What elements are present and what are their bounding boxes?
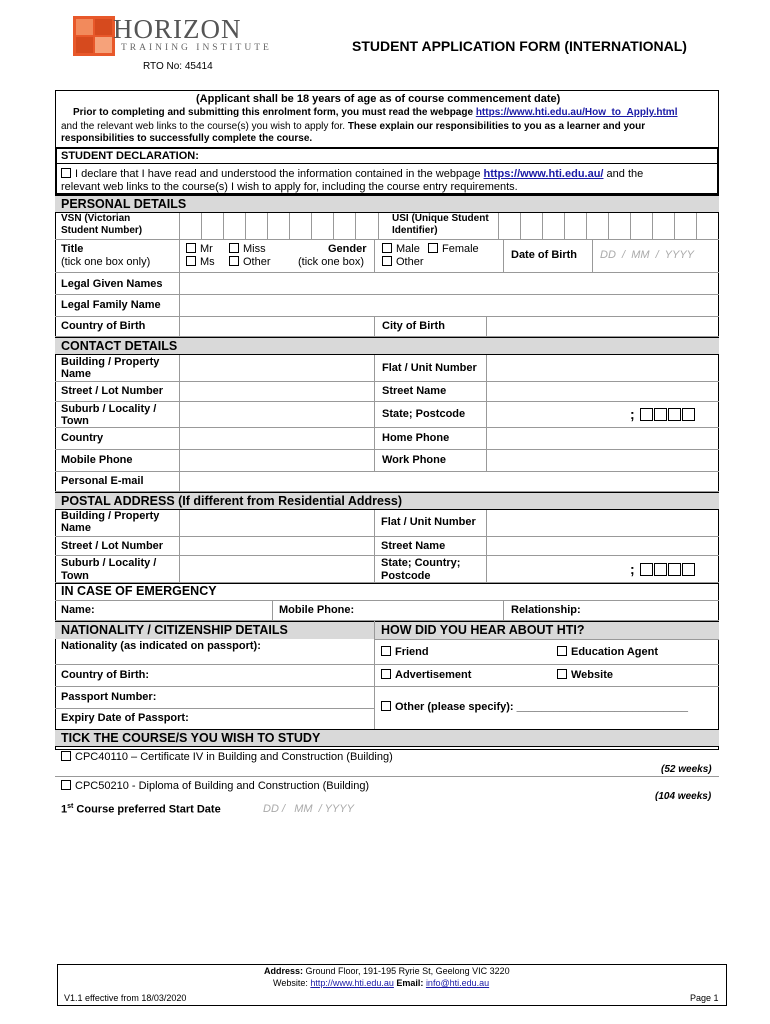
postal-street-name-input[interactable] (487, 538, 718, 555)
rto-number: RTO No: 45414 (143, 61, 213, 72)
other-checkbox[interactable] (381, 701, 391, 711)
dob-input[interactable]: DD / MM / YYYY (600, 249, 694, 261)
mobile-input[interactable] (180, 451, 374, 471)
logo-subtitle: TRAINING INSTITUTE (121, 43, 272, 53)
flat-label: Flat / Unit Number (382, 362, 477, 374)
postal-building-input[interactable] (180, 511, 374, 536)
declaration-heading: STUDENT DECLARATION: (61, 150, 199, 162)
postal-street-lot-label: Street / Lot Number (61, 540, 164, 552)
hear-advert[interactable]: Advertisement (381, 669, 471, 681)
postal-building-label: Building / Property (61, 510, 160, 522)
ms-checkbox[interactable] (186, 256, 196, 266)
home-phone-input[interactable] (487, 429, 718, 449)
hear-friend[interactable]: Friend (381, 646, 429, 658)
street-name-input[interactable] (487, 383, 718, 401)
footer-contacts: Website: http://www.hti.edu.au Email: info@hti.edu.au (273, 978, 490, 988)
cpc50210-checkbox[interactable] (61, 780, 71, 790)
apply-link[interactable]: https://www.hti.edu.au/How_to_Apply.html (475, 107, 678, 118)
country-label: Country (61, 432, 104, 444)
hear-website[interactable]: Website (557, 669, 613, 681)
female-checkbox[interactable] (428, 243, 438, 253)
gender-male[interactable]: Male (382, 243, 420, 255)
emergency-name-label: Name: (61, 604, 95, 616)
country-input[interactable] (180, 429, 374, 449)
course-cpc40110[interactable]: CPC40110 – Certificate IV in Building and Construction (Building) (61, 751, 393, 763)
logo-wordmark: HORIZON (113, 14, 242, 44)
declaration-line-2: relevant web links to the course(s) I wish to apply for, including the course entry requirements. (61, 181, 518, 193)
street-lot-input[interactable] (180, 383, 374, 401)
logo-shield-icon (73, 16, 115, 56)
advert-checkbox[interactable] (381, 669, 391, 679)
start-date-label: 1st Course preferred Start Date (61, 803, 221, 816)
postal-state-label: State; Country; (381, 557, 461, 569)
miss-checkbox[interactable] (229, 243, 239, 253)
intro-line-4: responsibilities to successfully complete the course. (61, 133, 313, 144)
vsn-label: VSN (Victorian (61, 213, 131, 224)
gender-other-checkbox[interactable] (382, 256, 392, 266)
country-birth-input[interactable] (180, 318, 374, 336)
postal-street-name-label: Street Name (381, 540, 446, 552)
friend-checkbox[interactable] (381, 646, 391, 656)
suburb-label: Suburb / Locality / (61, 403, 157, 415)
form-title: STUDENT APPLICATION FORM (INTERNATIONAL) (352, 38, 687, 54)
footer-version: V1.1 effective from 18/03/2020 (64, 993, 187, 1003)
age-requirement: (Applicant shall be 18 years of age as of course commencement date) (196, 93, 561, 105)
website-checkbox[interactable] (557, 669, 567, 679)
suburb-input[interactable] (180, 403, 374, 427)
email-input[interactable] (180, 473, 718, 491)
work-phone-input[interactable] (487, 451, 718, 471)
given-names-label: Legal Given Names (61, 278, 163, 290)
intro-line-2: Prior to completing and submitting this enrolment form, you must read the webpage https://www.hti.edu.au/How_to_Apply.html (73, 107, 678, 118)
page-number: Page 1 (690, 993, 719, 1003)
postal-flat-input[interactable] (487, 511, 718, 536)
gender-female[interactable]: Female (428, 243, 479, 255)
hear-other[interactable]: Other (please specify): ____________________________ (381, 701, 688, 713)
title-other-checkbox[interactable] (229, 256, 239, 266)
footer-email-link[interactable]: info@hti.edu.au (425, 978, 490, 988)
home-phone-label: Home Phone (382, 432, 450, 444)
nationality-heading: NATIONALITY / CITIZENSHIP DETAILS (61, 623, 288, 637)
title-miss[interactable]: Miss (229, 243, 266, 255)
agent-checkbox[interactable] (557, 646, 567, 656)
dob-label: Date of Birth (511, 249, 577, 261)
cpc40110-checkbox[interactable] (61, 751, 71, 761)
title-mr[interactable]: Mr (186, 243, 213, 255)
email-label: Personal E-mail (61, 475, 144, 487)
gender-other[interactable]: Other (382, 256, 424, 268)
emergency-relationship-label: Relationship: (511, 604, 581, 616)
postal-suburb-label: Suburb / Locality / (61, 557, 157, 569)
building-input[interactable] (180, 356, 374, 381)
course-2-duration: (104 weeks) (655, 791, 712, 802)
postal-flat-label: Flat / Unit Number (381, 516, 476, 528)
postal-postcode-boxes[interactable]: ; (630, 561, 695, 577)
hti-link[interactable]: https://www.hti.edu.au/ (483, 168, 604, 180)
work-phone-label: Work Phone (382, 454, 446, 466)
city-birth-input[interactable] (487, 318, 718, 336)
mobile-label: Mobile Phone (61, 454, 133, 466)
family-name-label: Legal Family Name (61, 299, 161, 311)
footer-website-link[interactable]: http://www.hti.edu.au (310, 978, 394, 988)
contact-details-header: CONTACT DETAILS (55, 337, 719, 355)
course-1-duration: (52 weeks) (661, 764, 712, 775)
mr-checkbox[interactable] (186, 243, 196, 253)
country-birth-label: Country of Birth (61, 320, 146, 332)
footer-address: Address: Ground Floor, 191-195 Ryrie St, Geelong VIC 3220 (264, 966, 510, 976)
male-checkbox[interactable] (382, 243, 392, 253)
street-lot-label: Street / Lot Number (61, 385, 164, 397)
nat-country-birth-label: Country of Birth: (61, 669, 149, 681)
flat-input[interactable] (487, 356, 718, 381)
postal-suburb-input[interactable] (180, 557, 374, 582)
courses-header: TICK THE COURSE/S YOU WISH TO STUDY (55, 729, 719, 747)
title-other[interactable]: Other (229, 256, 271, 268)
course-cpc50210[interactable]: CPC50210 - Diploma of Building and Construction (Building) (61, 780, 369, 792)
street-name-label: Street Name (382, 385, 447, 397)
building-label: Building / Property (61, 356, 160, 368)
vsn-boxes[interactable] (179, 213, 379, 240)
postal-address-header: POSTAL ADDRESS (If different from Residential Address) (55, 492, 719, 510)
city-birth-label: City of Birth (382, 320, 445, 332)
family-name-input[interactable] (180, 296, 718, 316)
postcode-boxes[interactable]: ; (630, 406, 695, 422)
title-label: Title (61, 243, 84, 255)
emergency-mobile-label: Mobile Phone: (279, 604, 355, 616)
postal-street-lot-input[interactable] (180, 538, 374, 555)
gender-label: Gender (328, 243, 367, 255)
emergency-heading: IN CASE OF EMERGENCY (61, 584, 217, 598)
hear-agent[interactable]: Education Agent (557, 646, 658, 658)
usi-label: USI (Unique Student (392, 213, 489, 224)
given-names-input[interactable] (180, 274, 718, 294)
declaration-checkbox[interactable] (61, 168, 71, 178)
intro-line-3: and the relevant web links to the course(s) you wish to apply for. These explain our responsibilities to you as a learner and your (61, 121, 646, 132)
passport-label: Passport Number: (61, 691, 157, 703)
title-ms[interactable]: Ms (186, 256, 215, 268)
declaration-line-1: I declare that I have read and understood the information contained in the webpage https://www.hti.edu.au/ and the (61, 168, 643, 180)
state-postcode-label: State; Postcode (382, 408, 466, 420)
usi-boxes[interactable] (498, 213, 719, 240)
personal-details-header: PERSONAL DETAILS (55, 195, 719, 213)
start-date-input[interactable]: DD / MM / YYYY (263, 803, 354, 815)
nationality-label: Nationality (as indicated on passport): (61, 640, 261, 652)
passport-expiry-label: Expiry Date of Passport: (61, 712, 189, 724)
hear-heading: HOW DID YOU HEAR ABOUT HTI? (381, 623, 585, 637)
